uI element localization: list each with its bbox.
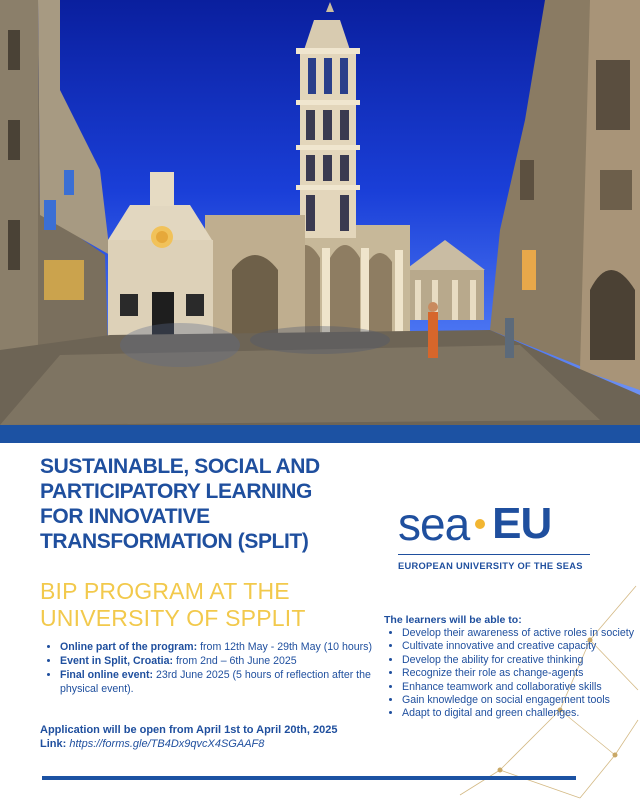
list-item: • Recognize their role as change-agents — [402, 667, 640, 680]
application-dates: Application will be open from April 1st to April 20th, 2025 — [40, 724, 338, 736]
application-info — [40, 723, 370, 751]
link-label: Link: — [40, 738, 70, 750]
logo-dot-icon — [475, 519, 485, 529]
logo-sea-text: sea — [398, 498, 470, 550]
list-item: • Cultivate innovative and creative capacity — [402, 640, 640, 653]
logo-divider — [398, 554, 590, 555]
list-item: • Enhance teamwork and collaborative skills — [402, 681, 640, 694]
learners-heading: The learners will be able to: — [384, 614, 522, 626]
schedule-item: • Event in Split, Croatia: from 2nd – 6th June 2025 — [60, 655, 390, 668]
sea-eu-logo — [398, 500, 590, 580]
list-item: • Gain knowledge on social engagement tools — [402, 694, 640, 707]
logo-eu-text: EU — [492, 499, 552, 548]
program-subtitle: BIP PROGRAM AT THE UNIVERSITY OF SPPLIT — [40, 578, 306, 631]
list-item: • Adapt to digital and green challenges. — [402, 707, 640, 720]
list-item: • Develop their awareness of active roles in society — [402, 627, 640, 640]
application-link[interactable]: https://forms.gle/TB4Dx9qvcX4SGAAF8 — [69, 738, 265, 750]
logo-tagline: EUROPEAN UNIVERSITY OF THE SEAS — [398, 561, 583, 571]
hero-bottom-band — [0, 425, 640, 443]
page-title: SUSTAINABLE, SOCIAL AND PARTICIPATORY LEARNING FOR INNOVATIVE TRANSFORMATION (SPLIT) — [40, 455, 320, 553]
learners-list — [386, 627, 640, 721]
bottom-divider — [42, 776, 576, 780]
list-item: • Develop the ability for creative thinking — [402, 654, 640, 667]
schedule-item: • Final online event: 23rd June 2025 (5 hours of reflection after the physical event). — [60, 669, 390, 695]
schedule-item: • Online part of the program: from 12th May - 29th May (10 hours) — [60, 641, 390, 654]
schedule-list — [44, 641, 390, 697]
